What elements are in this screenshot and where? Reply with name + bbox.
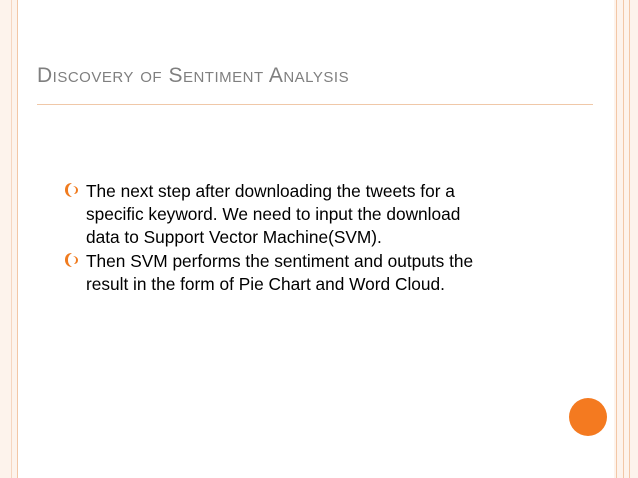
right-decorative-strip: [614, 0, 638, 478]
title-word-1-initial: D: [37, 64, 53, 87]
bullet-1-line-2: specific keyword. We need to input the download: [86, 204, 461, 224]
title-divider: [37, 104, 593, 105]
fleuron-bullet-icon: [64, 182, 80, 198]
title-word-4-initial: A: [268, 64, 284, 87]
right-strip-line: [623, 0, 624, 478]
bullet-1-line-1: The next step after downloading the tweets for a: [86, 181, 455, 201]
right-strip-line: [629, 0, 630, 478]
title-word-1-rest: ISCOVERY: [52, 69, 134, 86]
bullet-item-2: [64, 250, 574, 296]
bullet-2-line-2: result in the form of Pie Chart and Word Cloud.: [86, 274, 445, 294]
title-word-3-initial: S: [168, 64, 183, 87]
title-word-4-rest: NALYSIS: [283, 69, 350, 86]
bullet-2-line-1: Then SVM performs the sentiment and outputs the: [86, 251, 474, 271]
left-decorative-strip: [0, 0, 18, 478]
title-word-2: OF: [140, 69, 163, 86]
title-word-3-rest: ENTIMENT: [182, 69, 264, 86]
bullet-list: [64, 180, 574, 297]
fleuron-bullet-icon: [64, 252, 80, 268]
orange-circle-decoration: [569, 398, 607, 436]
right-strip-line: [616, 0, 617, 478]
bullet-1-line-3: data to Support Vector Machine(SVM).: [86, 227, 382, 247]
slide-title: [37, 64, 349, 88]
bullet-item-1: [64, 180, 574, 249]
